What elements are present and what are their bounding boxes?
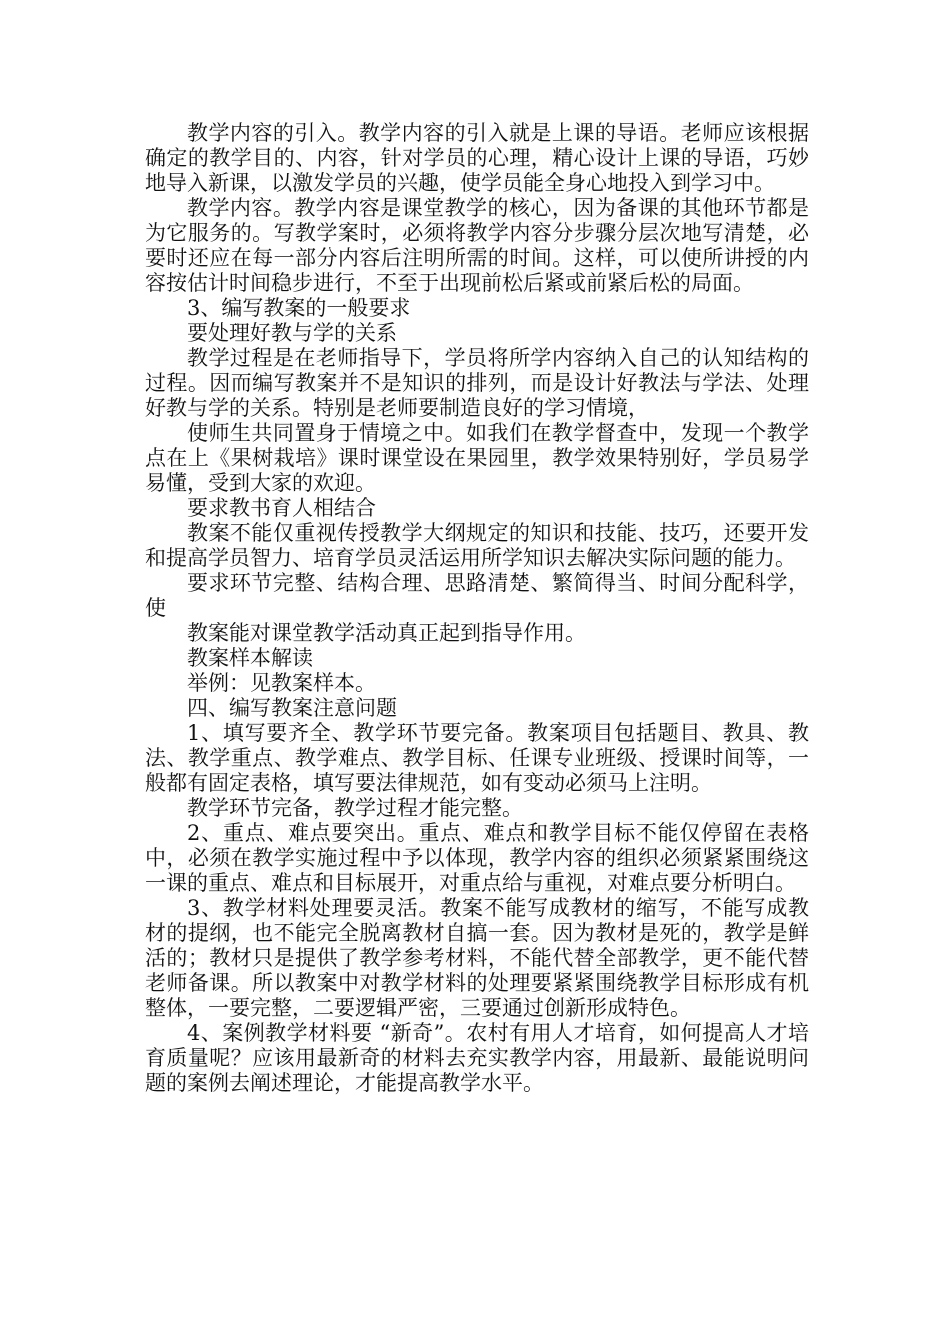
- paragraph: 1、填写要齐全、教学环节要完备。教案项目包括题目、教具、教法、教学重点、教学难点、教学目标、任课专业班级、授课时间等，一般都有固定表格，填写要法律规范，如有变动必须马上注明。: [145, 721, 809, 795]
- section-heading: 3、编写教案的一般要求: [187, 296, 411, 320]
- paragraph: 使师生共同置身于情境之中。如我们在教学督查中，发现一个教学点在上《果树栽培》课时课堂设在果园里，教学效果特别好，学员易学易懂，受到大家的欢迎。: [145, 421, 809, 495]
- paragraph: 3、教学材料处理要灵活。教案不能写成教材的缩写，不能写成教材的提纲，也不能完全脱离教材自搞一套。因为教材是死的，教学是鲜活的；教材只是提供了教学参考材料，不能代替全部教学，更不能代替老师备课。所以教案中对教学材料的处理要紧紧围绕教学目标形成有机整体，一要完整，二要逻辑严密，三要通过创新形成特色。: [145, 896, 809, 1020]
- paragraph: 教学环节完备，教学过程才能完整。: [187, 796, 523, 820]
- paragraph: 4、案例教学材料要 “新奇”。农村有用人才培育，如何提高人才培育质量呢？应该用最新奇的材料去充实教学内容，用最新、最能说明问题的案例去阐述理论，才能提高教学水平。: [145, 1021, 809, 1095]
- paragraph: 教案能对课堂教学活动真正起到指导作用。: [187, 621, 586, 645]
- paragraph: 2、重点、难点要突出。重点、难点和教学目标不能仅停留在表格中，必须在教学实施过程中予以体现，教学内容的组织必须紧紧围绕这一课的重点、难点和目标展开，对重点给与重视，对难点要分析明白。: [145, 821, 809, 895]
- subheading: 要求教书育人相结合: [187, 496, 376, 520]
- document-body: [145, 121, 809, 1096]
- paragraph: 举例：见教案样本。: [187, 671, 376, 695]
- subheading: 要处理好教与学的关系: [187, 321, 397, 345]
- paragraph: 教学过程是在老师指导下，学员将所学内容纳入自己的认知结构的过程。因而编写教案并不是知识的排列，而是设计好教法与学法、处理好教与学的关系。特别是老师要制造良好的学习情境，: [145, 346, 809, 420]
- paragraph: 教案不能仅重视传授教学大纲规定的知识和技能、技巧，还要开发和提高学员智力、培育学员灵活运用所学知识去解决实际问题的能力。: [145, 521, 809, 570]
- section-heading: 四、编写教案注意问题: [187, 696, 397, 720]
- paragraph: 教学内容的引入。教学内容的引入就是上课的导语。老师应该根据确定的教学目的、内容，针对学员的心理，精心设计上课的导语，巧妙地导入新课，以激发学员的兴趣，使学员能全身心地投入到学习中。: [145, 121, 809, 195]
- paragraph: 要求环节完整、结构合理、思路清楚、繁简得当、时间分配科学，使: [145, 571, 809, 620]
- subheading: 教案样本解读: [187, 646, 313, 670]
- paragraph: 教学内容。教学内容是课堂教学的核心，因为备课的其他环节都是为它服务的。写教学案时，必须将教学内容分步骤分层次地写清楚，必要时还应在每一部分内容后注明所需的时间。这样，可以使所讲授的内容按估计时间稳步进行，不至于出现前松后紧或前紧后松的局面。: [145, 196, 809, 295]
